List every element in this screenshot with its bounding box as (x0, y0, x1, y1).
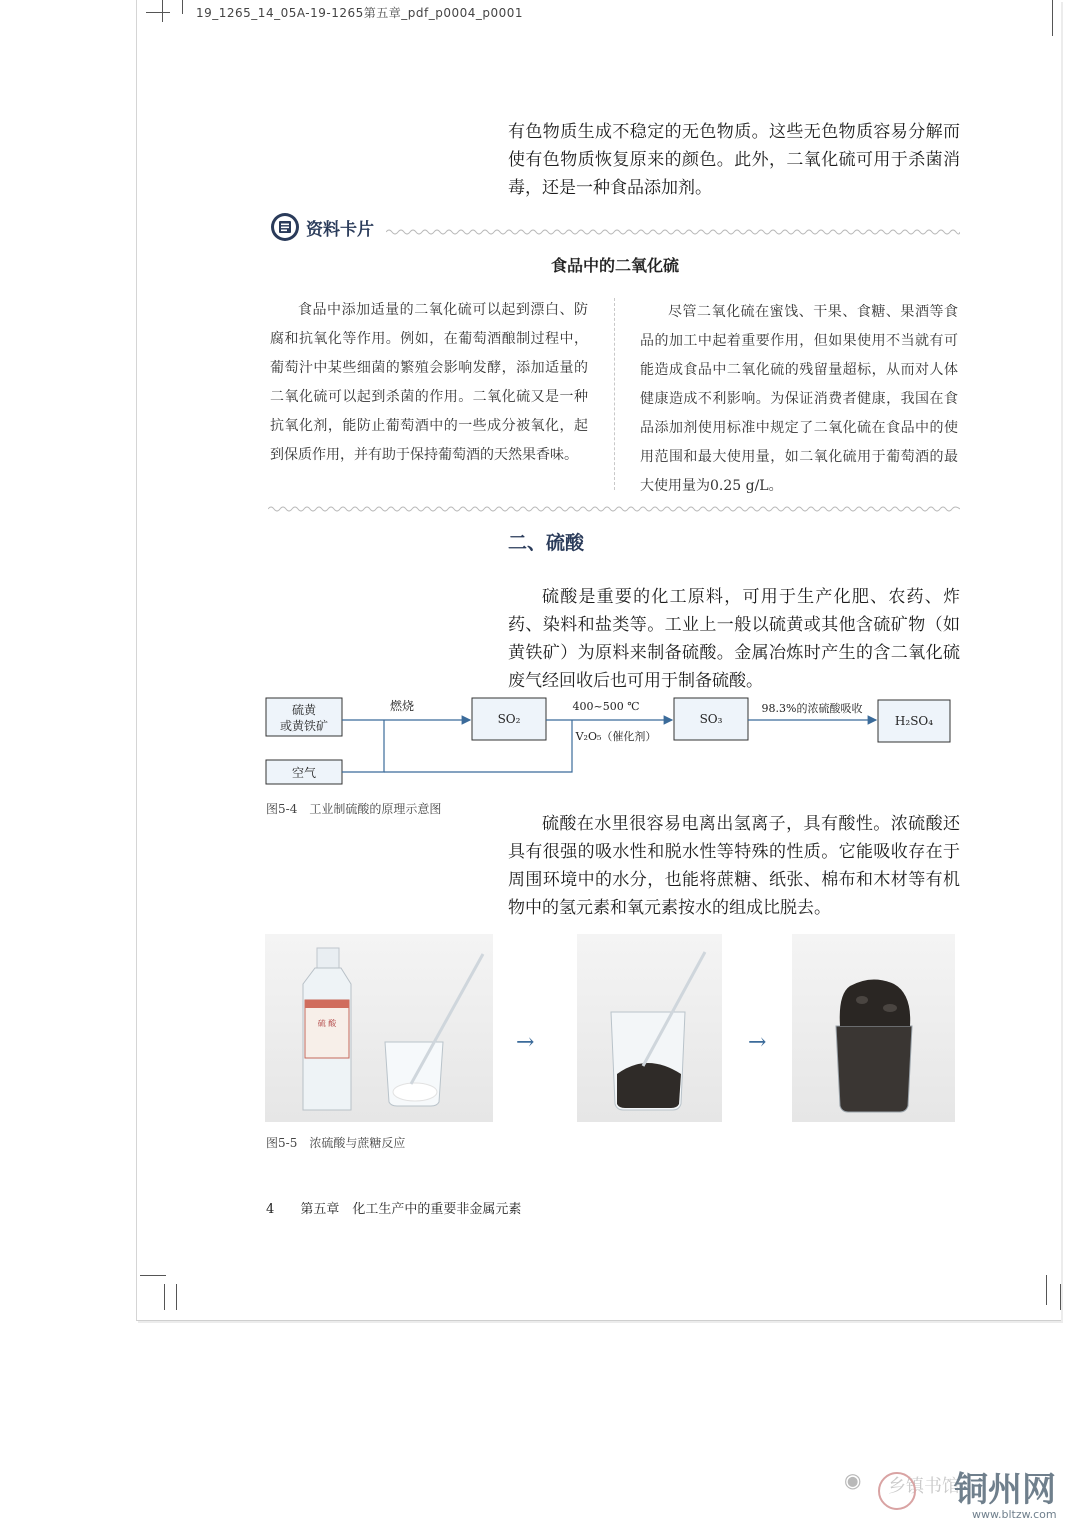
bottle-and-beaker-illustration (265, 934, 493, 1122)
wechat-icon: ◉ (844, 1468, 862, 1492)
photo-reaction-start (577, 934, 722, 1122)
box-raw-material-line1: 硫黄 (291, 703, 317, 717)
box-so3-label: SO₃ (699, 712, 723, 726)
crop-mark-bottom-right (1046, 1275, 1047, 1305)
photo-bottle-and-sugar (265, 934, 493, 1122)
line-air-to-so2 (342, 720, 384, 772)
page-footer (266, 1198, 521, 1217)
figure-5-4-caption: 图5-4 工业制硫酸的原理示意图 (266, 802, 442, 816)
intro-paragraph: 有色物质生成不稳定的无色物质。这些无色物质容易分解而使有色物质恢复原来的颜色。此外，二氧化硫可用于杀菌消毒，还是一种食品添加剂。 (508, 122, 960, 198)
watermark-brand: 铜州网 (954, 1470, 1056, 1510)
label-catalyst: V₂O₅（催化剂） (575, 730, 657, 743)
data-card-right-column: 尽管二氧化硫在蜜饯、干果、食糖、果酒等食品的加工中起着重要作用，但如果使用不当就有可能造成食品中二氧化硫的残留量超标，从而对人体健康造成不利影响。为保证消费者健康，我国在食品添加剂使用标准中规定了二氧化硫在食品中的使用范围和最大使用量，如二氧化硫用于葡萄酒的最大使用量为0.25 g/L。 (640, 304, 958, 494)
carbon-column-illustration (792, 934, 955, 1122)
arrow-right-2: → (748, 1030, 767, 1055)
data-card-title-row (270, 210, 960, 244)
crop-mark-bottom-left-v (164, 1284, 165, 1310)
crop-mark-bottom-left-v2 (176, 1284, 177, 1310)
label-temperature: 400~500 ℃ (572, 700, 640, 713)
label-burn: 燃烧 (389, 699, 415, 713)
data-card-heading: 食品中的二氧化硫 (550, 256, 679, 275)
crop-mark-top-left-v (162, 0, 163, 22)
data-card-label: 资料卡片 (306, 220, 374, 240)
box-so2-label: SO₂ (497, 712, 521, 726)
watermark-account: 乡镇书馆 (888, 1476, 960, 1497)
crop-mark-bottom-left (140, 1275, 166, 1276)
box-raw-material-line2: 或黄铁矿 (279, 719, 329, 733)
arrow-right-1: → (516, 1030, 535, 1055)
page-number: 4 (266, 1202, 275, 1217)
section-title: 二、硫酸 (508, 532, 585, 554)
card-top-wave-divider (386, 228, 960, 236)
crop-mark-top-right (1052, 0, 1053, 36)
watermark-url: www.bltzw.com (972, 1508, 1057, 1521)
bottle-label: 硫 酸 (317, 1019, 337, 1028)
chapter-title: 第五章 化工生产中的重要非金属元素 (300, 1202, 522, 1217)
box-air-label: 空气 (291, 766, 317, 780)
box-h2so4-label: H₂SO₄ (894, 714, 934, 728)
sulfuric-acid-flow-diagram (262, 690, 962, 790)
photo-reaction-end (792, 934, 955, 1122)
crop-mark-top-left-v2 (182, 0, 183, 14)
data-card-column-divider (614, 298, 615, 490)
watermark (844, 1458, 1074, 1528)
document-icon (270, 212, 300, 242)
watermark-seal-icon (878, 1472, 916, 1510)
crop-mark-bottom-right-v2 (1060, 1284, 1061, 1310)
figure-5-5-caption: 图5-5 浓硫酸与蔗糖反应 (266, 1136, 406, 1150)
print-file-label: 19_1265_14_05A-19-1265第五章_pdf_p0004_p0001 (196, 6, 524, 20)
label-absorb: 98.3%的浓硫酸吸收 (761, 702, 863, 715)
data-card-left-column: 食品中添加适量的二氧化硫可以起到漂白、防腐和抗氧化等作用。例如，在葡萄酒酿制过程中，葡萄汁中某些细菌的繁殖会影响发酵，添加适量的二氧化硫可以起到杀菌的作用。二氧化硫又是一种抗氧化剂，能防止葡萄酒中的一些成分被氧化，起到保质作用，并有助于保持葡萄酒的天然果香味。 (270, 302, 588, 463)
beaker-reaction-start-illustration (577, 934, 722, 1122)
card-bottom-wave-divider (268, 505, 960, 513)
section-paragraph-1: 硫酸是重要的化工原料，可用于生产化肥、农药、炸药、染料和盐类等。工业上一般以硫黄或其他含硫矿物（如黄铁矿）为原料来制备硫酸。金属冶炼时产生的含二氧化硫废气经回收后也可用于制备硫酸。 (508, 587, 960, 691)
section-paragraph-2: 硫酸在水里很容易电离出氢离子，具有酸性。浓硫酸还具有很强的吸水性和脱水性等特殊的性质。它能吸收存在于周围环境中的水分，也能将蔗糖、纸张、棉布和木材等有机物中的氢元素和氧元素按水的组成比脱去。 (508, 814, 960, 918)
crop-mark-top-left (146, 12, 170, 13)
